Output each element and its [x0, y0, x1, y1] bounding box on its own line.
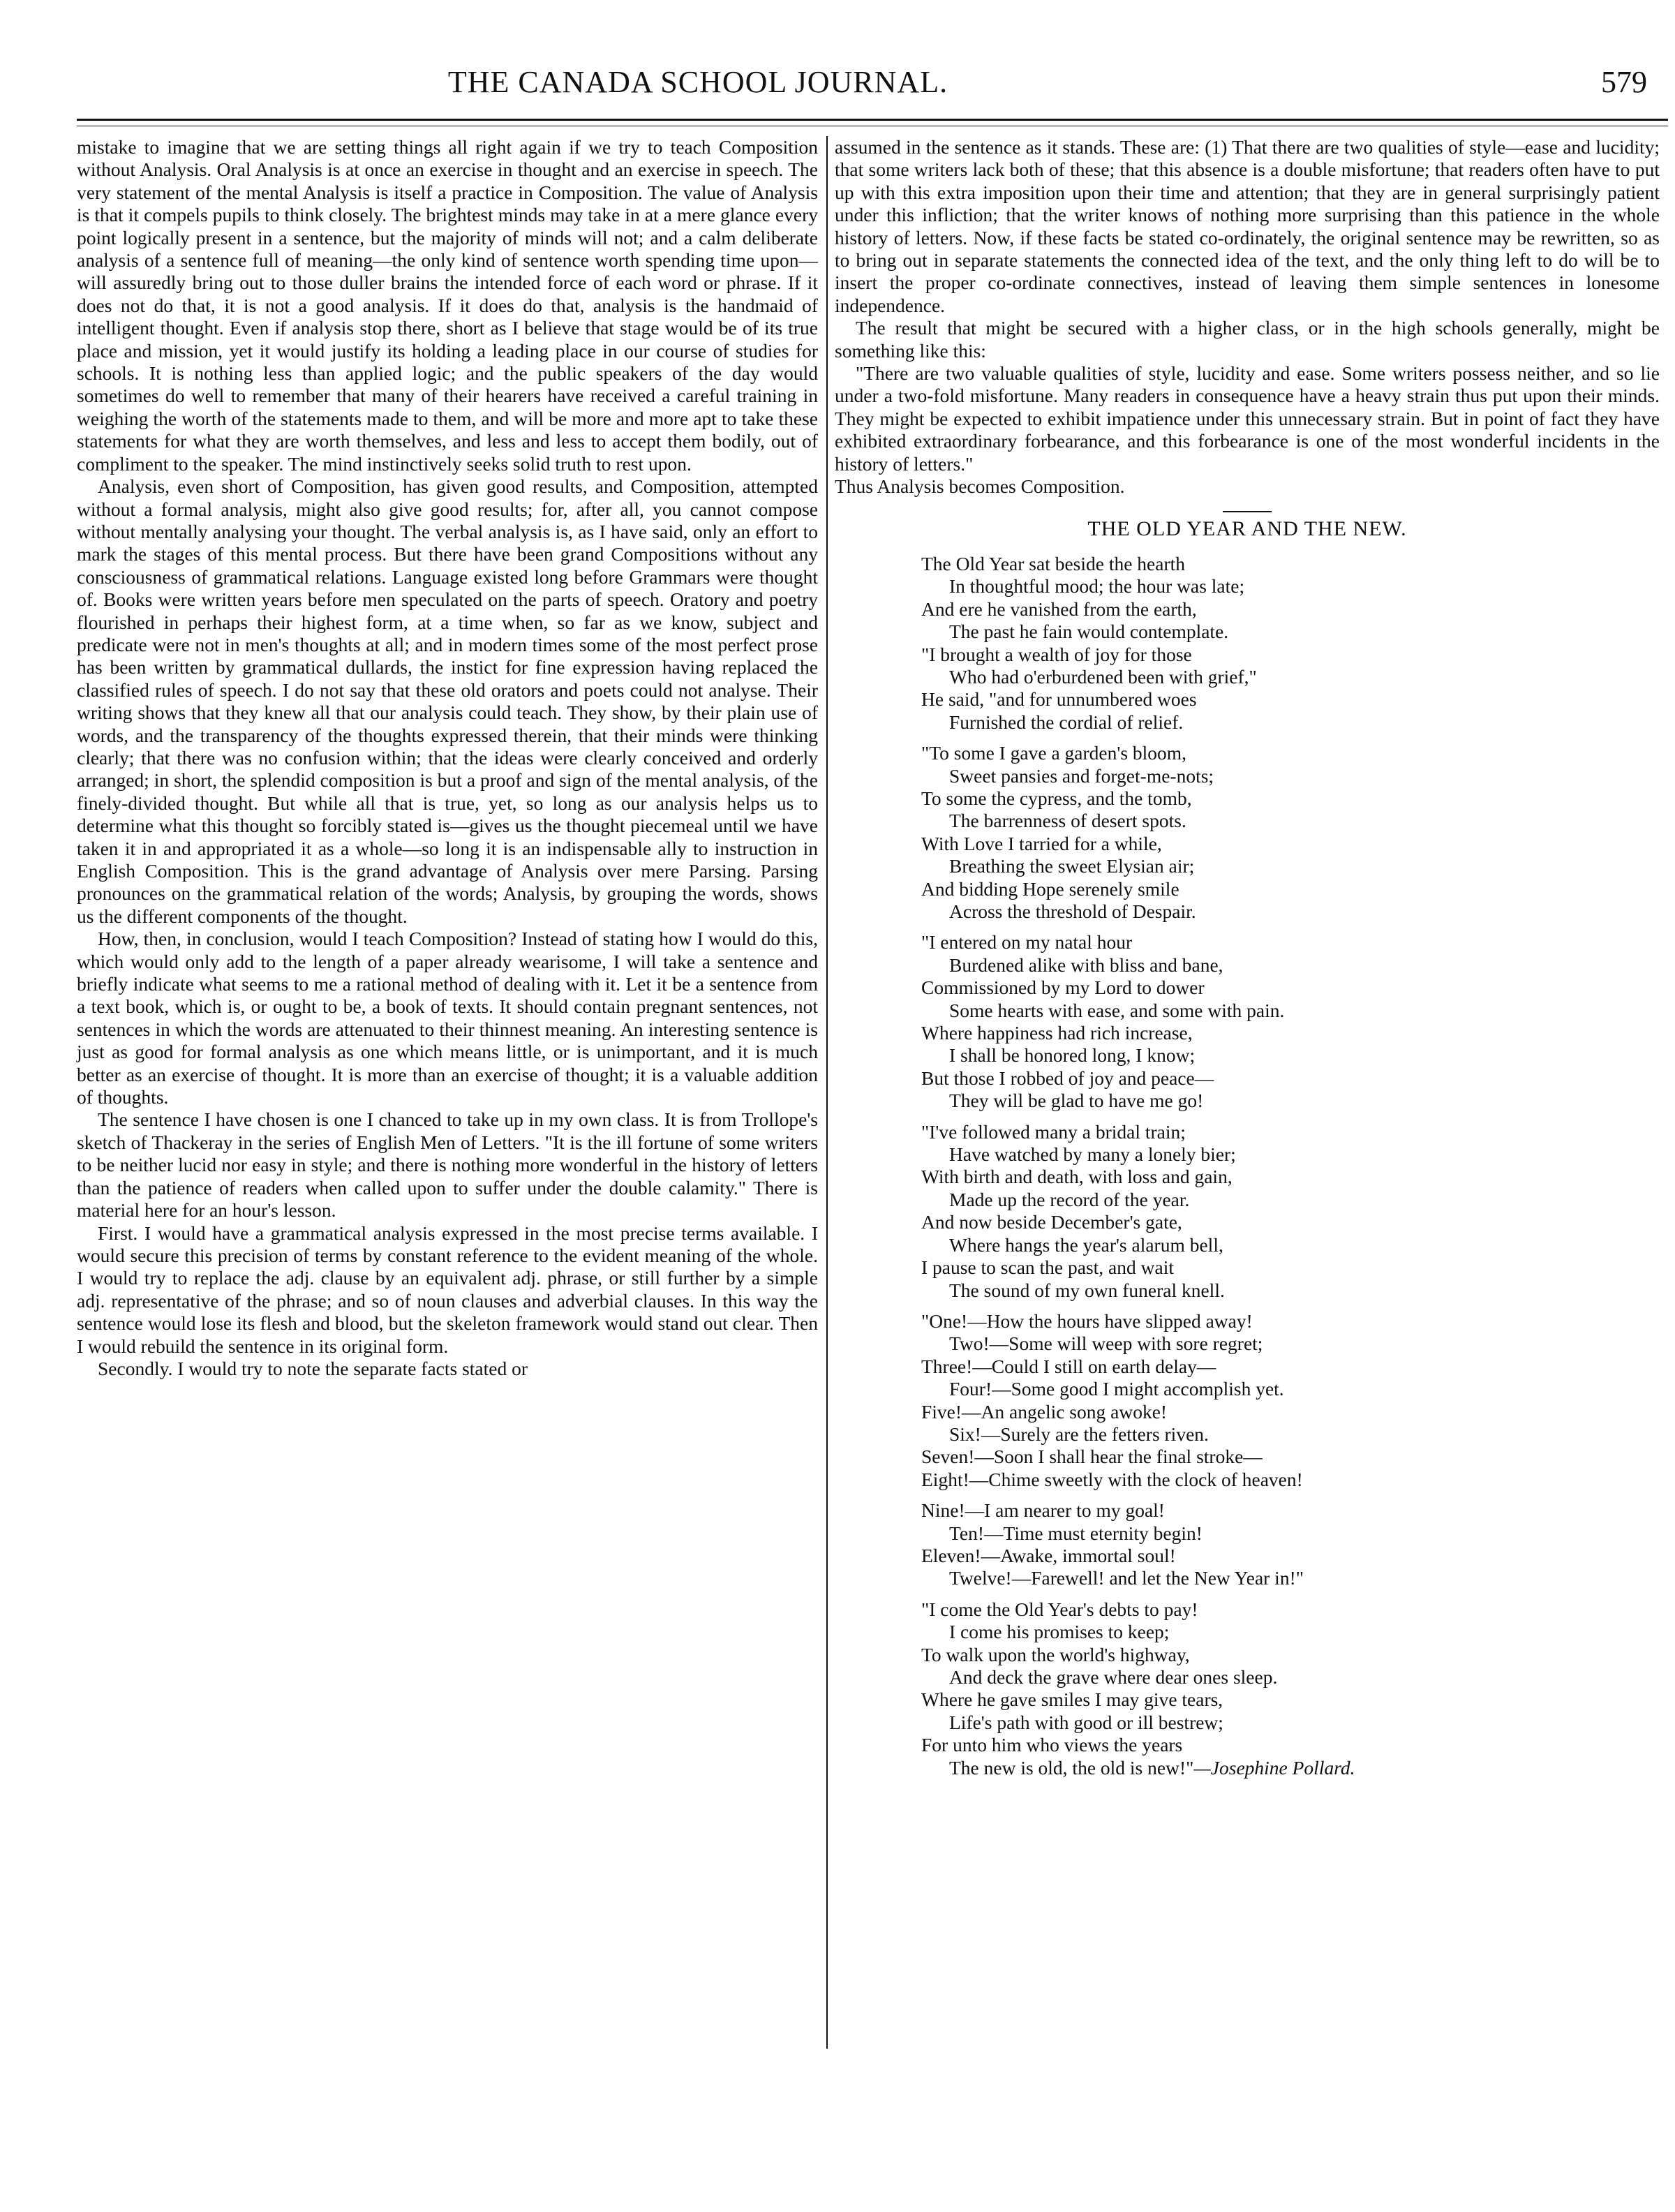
poem-line: And deck the grave where dear ones sleep.: [949, 1666, 1278, 1688]
poem-line: Commissioned by my Lord to dower: [921, 977, 1205, 999]
poem-title: THE OLD YEAR AND THE NEW.: [1087, 517, 1407, 540]
poem-line: Who had o'erburdened been with grief,": [949, 665, 1257, 688]
article-paragraph: Secondly. I would try to note the separate facts stated or: [98, 1357, 528, 1379]
article-paragraph: First. I would have a grammatical analysis expressed in the most precise terms available. I would secure this precision of terms by constant reference to the evident meaning of the whole. I would try to replace the adj. clause by an equivalent adj. phrase, or still further by a simple adj. representative of the phrase; and so of noun clauses and adverbial clauses. In this way the sentence would lose its flesh and blood, but the skeleton framework would stand out clear. Then I would rebuild the sentence in its original form.: [77, 1222, 818, 1357]
poem-line: Breathing the sweet Elysian air;: [949, 855, 1195, 877]
poem-line: He said, "and for unnumbered woes: [921, 688, 1197, 711]
poem-line: Where he gave smiles I may give tears,: [921, 1688, 1223, 1711]
poem-line: "One!—How the hours have slipped away!: [921, 1309, 1253, 1332]
poem-line: Five!—An angelic song awoke!: [921, 1400, 1168, 1423]
poem-stanza: [921, 1121, 1654, 1302]
poem-line: "To some I gave a garden's bloom,: [921, 742, 1187, 764]
poem-line: "I entered on my natal hour: [921, 931, 1133, 953]
article-paragraph: mistake to imagine that we are setting things all right again if we try to teach Composition without Analysis. Oral Analysis is at once an exercise in thought and an exercise in speech. The very statement of the mental Analysis is itself a practice in Composition. The value of Analysis is that it compels pupils to think closely. The brightest minds may take in at a mere glance every point logically present in a sentence, but the majority of minds will not; and a calm deliberate analysis of a sentence full of meaning—the only kind of sentence worth spending time upon—will assuredly bring out to those duller brains the intended force of each word or phrase. If it does not do that, it is not a good analysis. If it does do that, analysis is the handmaid of intelligent thought. Even if analysis stop there, short as I believe that stage would be of its true place and mission, yet it would justify its holding a leading place in our course of studies for schools. It is nothing less than applied logic; and the public speakers of the day would sometimes do well to remember that many of their hearers have received a careful training in weighing the worth of the statements made to them, and will be more and more apt to take these statements for what they are worth themselves, and less and less to accept them bodily, out of compliment to the speaker. The mind instinctively seeks solid truth to rest upon.: [77, 136, 818, 475]
poem-line: Have watched by many a lonely bier;: [949, 1143, 1236, 1166]
section-rule: [1223, 511, 1272, 512]
article-paragraph: The result that might be secured with a higher class, or in the high schools generally, might be something like this:: [835, 317, 1660, 362]
poem-line: Across the threshold of Despair.: [949, 900, 1196, 922]
block-quotation: "There are two valuable qualities of style, lucidity and ease. Some writers possess neither, and so lie under a two-fold misfortune. Many readers in consequence have a heavy strain thus put upon their minds. They might be expected to exhibit impatience under this unnecessary strain. But in point of fact they have exhibited extraordinary forbearance, and this forbearance is one of the most wonderful incidents in the history of letters.": [835, 362, 1660, 475]
poem-line: I pause to scan the past, and wait: [921, 1256, 1174, 1279]
poem-stanza: [921, 1598, 1654, 1779]
poem-line: Seven!—Soon I shall hear the final stroke—: [921, 1446, 1263, 1468]
poem-line: Four!—Some good I might accomplish yet.: [949, 1378, 1284, 1400]
poem-line: The past he fain would contemplate.: [949, 621, 1229, 643]
poem-line: Ten!—Time must eternity begin!: [949, 1522, 1203, 1544]
article-paragraph: Analysis, even short of Composition, has given good results, and Composition, attempted without a formal analysis, might also give good results; for, after all, you cannot compose without mentally analysing your thought. The verbal analysis is, as I have said, only an effort to mark the stages of this mental process. But there have been grand Compositions without any consciousness of grammatical relations. Language existed long before Grammars were thought of. Books were written years before men speculated on the parts of speech. Oratory and poetry flourished in perhaps their highest form, at a time when, so far as we know, subject and predicate were not in men's thoughts at all; and in modern times some of the most perfect prose has been written by grammatical dullards, the instict for fine expression having replaced the classified rules of speech. I do not say that these old orators and poets could not analyse. Their writing shows that they knew all that our analysis could teach. They show, by their plain use of words, and the transparency of the thoughts expressed therein, that their minds were thinking clearly; that there was no confusion within; that the ideas were clearly conceived and orderly arranged; in short, the splendid composition is but a proof and sign of the mental analysis, of the finely-divided thought. But while all that is true, yet, so long as our analysis helps us to determine what this thought so forcibly stated is—gives us the thought piecemeal until we have taken it in and appropriated it as a whole—so long it is an indispensable ally to instruction in English Composition. This is the grand advantage of Analysis over mere Parsing. Parsing pronounces on the grammatical relation of the words; Analysis, by grouping the words, shows us the different components of the thought.: [77, 475, 818, 927]
poem-line: And now beside December's gate,: [921, 1211, 1182, 1233]
poem-line: Nine!—I am nearer to my goal!: [921, 1499, 1165, 1522]
poem-line: The new is old, the old is new!": [949, 1756, 1194, 1779]
poem-line: In thoughtful mood; the hour was late;: [949, 575, 1245, 597]
poem-line: Twelve!—Farewell! and let the New Year in!": [949, 1567, 1304, 1589]
poem-line: Eleven!—Awake, immortal soul!: [921, 1544, 1176, 1566]
poem-line: The sound of my own funeral knell.: [949, 1279, 1225, 1301]
poem-line: Eight!—Chime sweetly with the clock of heaven!: [921, 1468, 1303, 1490]
poem-line: Where hangs the year's alarum bell,: [949, 1233, 1223, 1256]
poem-line: I shall be honored long, I know;: [949, 1044, 1196, 1067]
article-paragraph: How, then, in conclusion, would I teach Composition? Instead of stating how I would do this, which would only add to the length of a paper already wearisome, I will take a sentence and briefly indicate what seems to me a rational method of dealing with it. Let it be a sentence from a text book, which is, or ought to be, a book of texts. It should contain pregnant sentences, not sentences in which the words are attenuated to their thinnest meaning. An interesting sentence is just as good for formal analysis as one which means little, or is unimportant, and it is much better as an exercise of thought. It is more than an exercise of thought; it is a valuable addition of thoughts.: [77, 928, 818, 1108]
poem-line: Two!—Some will weep with sore regret;: [949, 1333, 1263, 1355]
poem-line: And ere he vanished from the earth,: [921, 597, 1197, 620]
column-divider: [826, 136, 828, 2049]
article-paragraph: The sentence I have chosen is one I chanced to take up in my own class. It is from Trollope's sketch of Thackeray in the series of English Men of Letters. "It is the ill fortune of some writers to be neither lucid nor easy in style; and there is nothing more wonderful in the history of letters than the patience of readers when called upon to suffer under the double calamity." There is material here for an hour's lesson.: [77, 1108, 818, 1222]
poem-stanza: [921, 742, 1654, 923]
poem-line: The Old Year sat beside the hearth: [921, 552, 1186, 574]
poem-line: Where happiness had rich increase,: [921, 1022, 1193, 1044]
poem-stanza: [921, 553, 1654, 734]
poem-stanza: [921, 931, 1654, 1112]
poem-line: "I brought a wealth of joy for those: [921, 643, 1192, 665]
page-header: [77, 56, 1668, 112]
poem-line: With Love I tarried for a while,: [921, 832, 1162, 854]
poem-attribution: —Josephine Pollard.: [1193, 1756, 1355, 1779]
poem-line: To some the cypress, and the tomb,: [921, 787, 1192, 809]
article-paragraph: assumed in the sentence as it stands. These are: (1) That there are two qualities of style—ease and lucidity; that some writers lack both of these; that this absence is a double misfortune; that readers often have to put up with this extra imposition upon their time and attention; that they are in general surprisingly patient under this infliction; that the writer knows of nothing more surprising than this patience in the whole history of letters. Now, if these facts be stated co-ordinately, the original sentence may be rewritten, so as to bring out in separate statements the connected idea of the text, and the only thing left to do will be to insert the proper co-ordinate connectives, instead of leaving them simple sentences in lonesome independence.: [835, 136, 1660, 316]
journal-title: THE CANADA SCHOOL JOURNAL.: [447, 65, 948, 99]
poem-line: "I've followed many a bridal train;: [921, 1120, 1186, 1143]
poem-line: Furnished the cordial of relief.: [949, 711, 1184, 733]
poem-line: They will be glad to have me go!: [949, 1090, 1204, 1112]
poem-line: I come his promises to keep;: [949, 1621, 1170, 1643]
poem-line: To walk upon the world's highway,: [921, 1643, 1190, 1665]
poem-line: Some hearts with ease, and some with pain.: [949, 999, 1285, 1021]
poem: [921, 553, 1654, 1779]
closing-line: Thus Analysis becomes Composition.: [835, 475, 1125, 498]
poem-line: "I come the Old Year's debts to pay!: [921, 1598, 1198, 1620]
poem-line: For unto him who views the years: [921, 1734, 1183, 1756]
poem-line: Made up the record of the year.: [949, 1188, 1190, 1210]
poem-stanza: [921, 1499, 1654, 1590]
poem-line: Six!—Surely are the fetters riven.: [949, 1423, 1209, 1445]
poem-line: And bidding Hope serenely smile: [921, 877, 1179, 900]
poem-line: Three!—Could I still on earth delay—: [921, 1355, 1216, 1377]
page-number: 579: [1601, 65, 1647, 99]
poem-line: But those I robbed of joy and peace—: [921, 1067, 1214, 1089]
poem-line: Sweet pansies and forget-me-nots;: [949, 764, 1214, 787]
header-rule: [77, 119, 1668, 121]
poem-stanza: [921, 1310, 1654, 1491]
poem-line: Burdened alike with bliss and bane,: [949, 953, 1223, 976]
right-column: [835, 136, 1660, 1788]
left-column: [77, 136, 818, 1380]
poem-line: The barrenness of desert spots.: [949, 810, 1186, 832]
poem-final-line: [921, 1757, 1654, 1779]
poem-line: With birth and death, with loss and gain,: [921, 1166, 1233, 1188]
poem-line: Life's path with good or ill bestrew;: [949, 1711, 1223, 1733]
